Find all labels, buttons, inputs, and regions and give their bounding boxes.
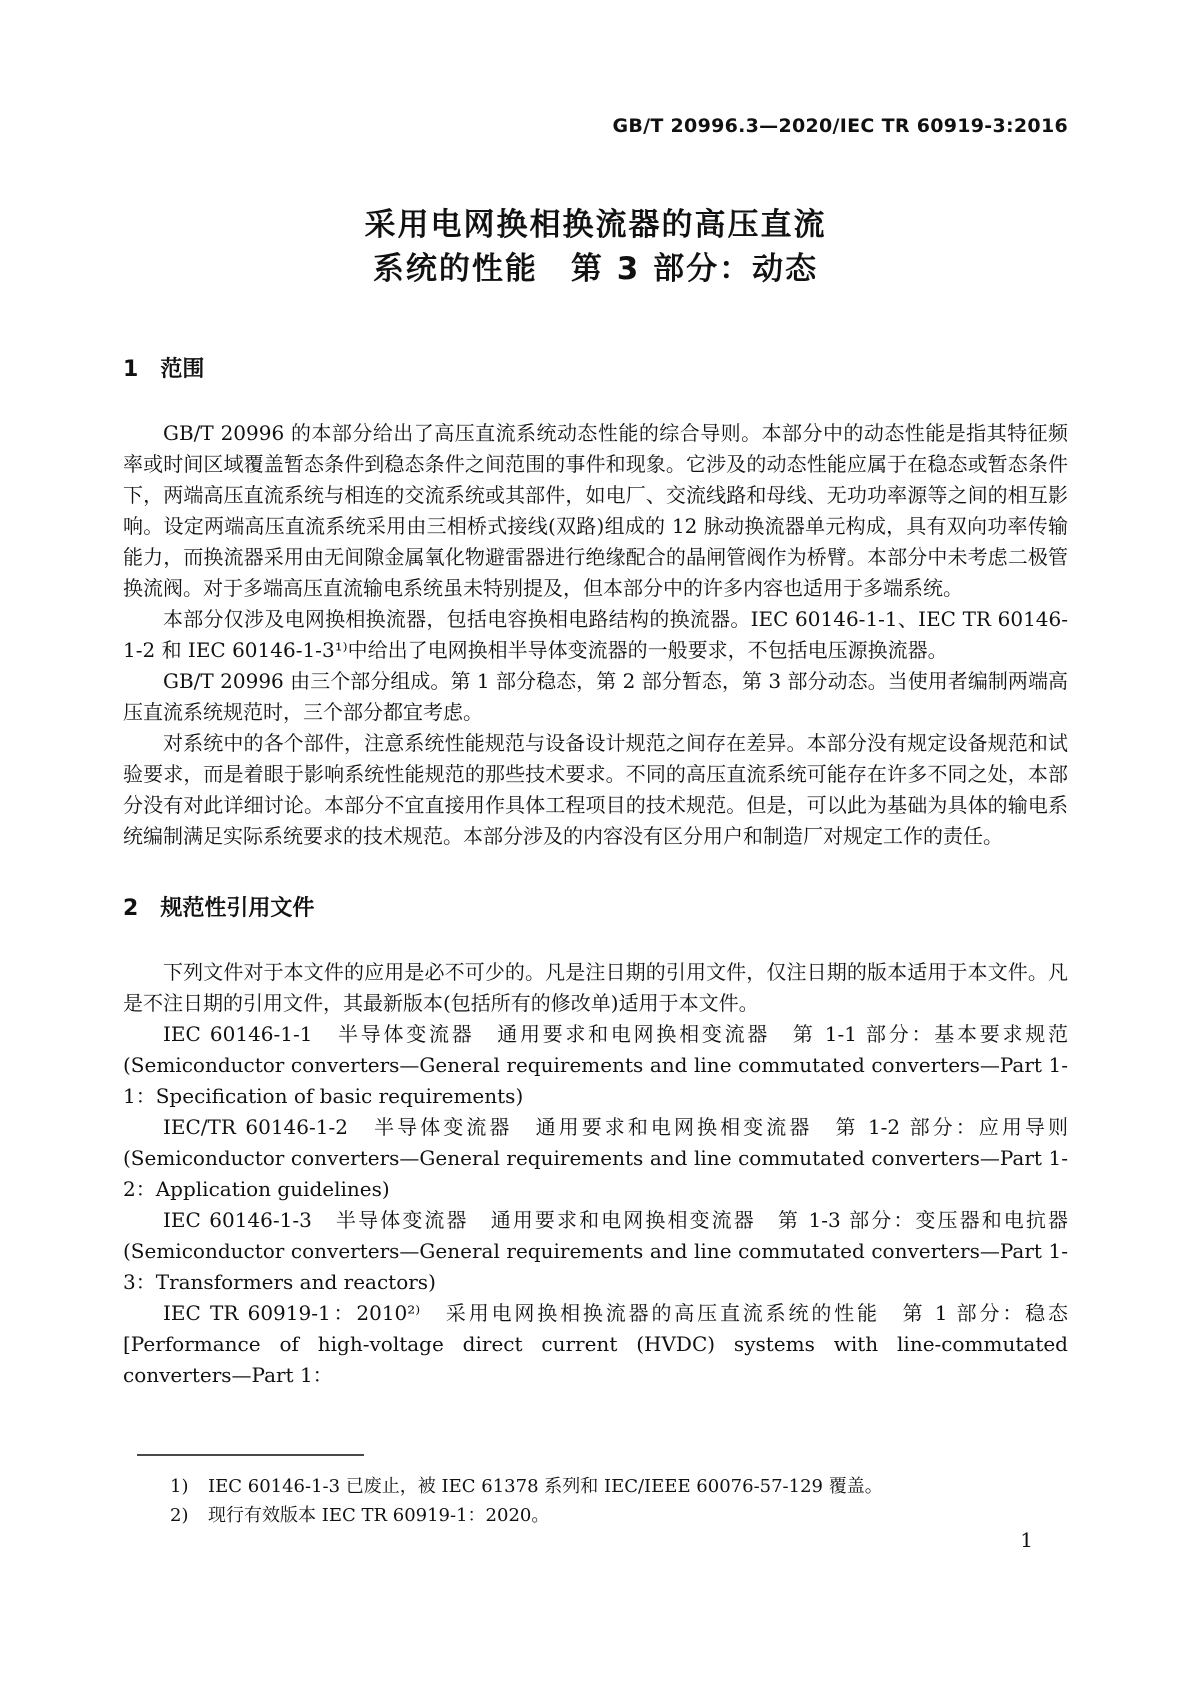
- footnote-area: [123, 1446, 1068, 1530]
- section-1-number: 1: [123, 357, 139, 382]
- paragraph: 下列文件对于本文件的应用是必不可少的。凡是注日期的引用文件，仅注日期的版本适用于本文件。凡是不注日期的引用文件，其最新版本(包括所有的修改单)适用于本文件。: [123, 960, 1068, 1015]
- doc-title-line1: 采用电网换相换流器的高压直流: [364, 207, 827, 243]
- section-2-title: 规范性引用文件: [160, 896, 315, 921]
- section-1-body: [123, 418, 1068, 852]
- paragraph: GB/T 20996 由三个部分组成。第 1 部分稳态，第 2 部分暂态，第 3 部分动态。当使用者编制两端高压直流系统规范时，三个部分都宜考虑。: [123, 669, 1068, 724]
- footnote: [123, 1501, 1068, 1530]
- section-1-heading: [123, 355, 1068, 385]
- doc-title: [123, 203, 1068, 291]
- footnote: [123, 1472, 1068, 1501]
- paragraph: GB/T 20996 的本部分给出了高压直流系统动态性能的综合导则。本部分中的动态性能是指其特征频率或时间区域覆盖暂态条件到稳态条件之间范围的事件和现象。它涉及的动态性能应属于在稳态或暂态条件下，两端高压直流系统与相连的交流系统或其部件，如电厂、交流线路和母线、无功功率源等之间的相互影响。设定两端高压直流系统采用由三相桥式接线(双路)组成的 12 脉动换流器单元构成，具有双向功率传输能力，而换流器采用由无间隙金属氧化物避雷器进行绝缘配合的晶闸管阀作为桥臂。本部分中未考虑二极管换流阀。对于多端高压直流输电系统虽未特别提及，但本部分中的许多内容也适用于多端系统。: [123, 421, 1068, 600]
- paragraph: 对系统中的各个部件，注意系统性能规范与设备设计规范之间存在差异。本部分没有规定设备规范和试验要求，而是着眼于影响系统性能规范的那些技术要求。不同的高压直流系统可能存在许多不同之处，本部分没有对此详细讨论。本部分不宜直接用作具体工程项目的技术规范。但是，可以此为基础为具体的输电系统编制满足实际系统要求的技术规范。本部分涉及的内容没有区分用户和制造厂对规定工作的责任。: [123, 731, 1068, 848]
- reference-entry: IEC 60146-1-1 半导体变流器 通用要求和电网换相变流器 第 1-1 部分：基本要求规范(Semiconductor converters—General requirements and line commutated converters—Part 1-1：Specification of basic requirements): [123, 1022, 1068, 1108]
- normative-references-list: [123, 1019, 1068, 1391]
- reference-entry: IEC TR 60919-1：2010²⁾ 采用电网换相换流器的高压直流系统的性能 第 1 部分：稳态[Performance of high-voltage direct current (HVDC) systems with line-commutated converters—Part 1：: [123, 1301, 1068, 1387]
- section-2-body: [123, 957, 1068, 1391]
- footnote-text: IEC 60146-1-3 已废止，被 IEC 61378 系列和 IEC/IEEE 60076-57-129 覆盖。: [208, 1476, 883, 1497]
- section-2-heading: [123, 894, 1068, 924]
- section-1-title: 范围: [160, 357, 205, 382]
- paragraph: 本部分仅涉及电网换相换流器，包括电容换相电路结构的换流器。IEC 60146-1-1、IEC TR 60146-1-2 和 IEC 60146-1-3¹⁾中给出了电网换相半导体变流器的一般要求，不包括电压源换流器。: [123, 607, 1068, 662]
- doc-title-line2: 系统的性能 第 3 部分：动态: [372, 251, 819, 287]
- reference-entry: IEC 60146-1-3 半导体变流器 通用要求和电网换相变流器 第 1-3 部分：变压器和电抗器(Semiconductor converters—General requirements and line commutated converters—Part 1-3：Transformers and reactors): [123, 1208, 1068, 1294]
- footnote-marker: 1): [170, 1476, 189, 1497]
- section-2-number: 2: [123, 896, 139, 921]
- footnote-text: 现行有效版本 IEC TR 60919-1：2020。: [208, 1505, 550, 1526]
- footnote-separator-rule: [137, 1454, 364, 1456]
- page-number: 1: [1020, 1528, 1033, 1552]
- footnote-marker: 2): [170, 1505, 189, 1526]
- doc-number-header: GB/T 20996.3—2020/IEC TR 60919-3:2016: [612, 115, 1068, 137]
- reference-entry: IEC/TR 60146-1-2 半导体变流器 通用要求和电网换相变流器 第 1-2 部分：应用导则(Semiconductor converters—General requirements and line commutated converters—Part 1-2：Application guidelines): [123, 1115, 1068, 1201]
